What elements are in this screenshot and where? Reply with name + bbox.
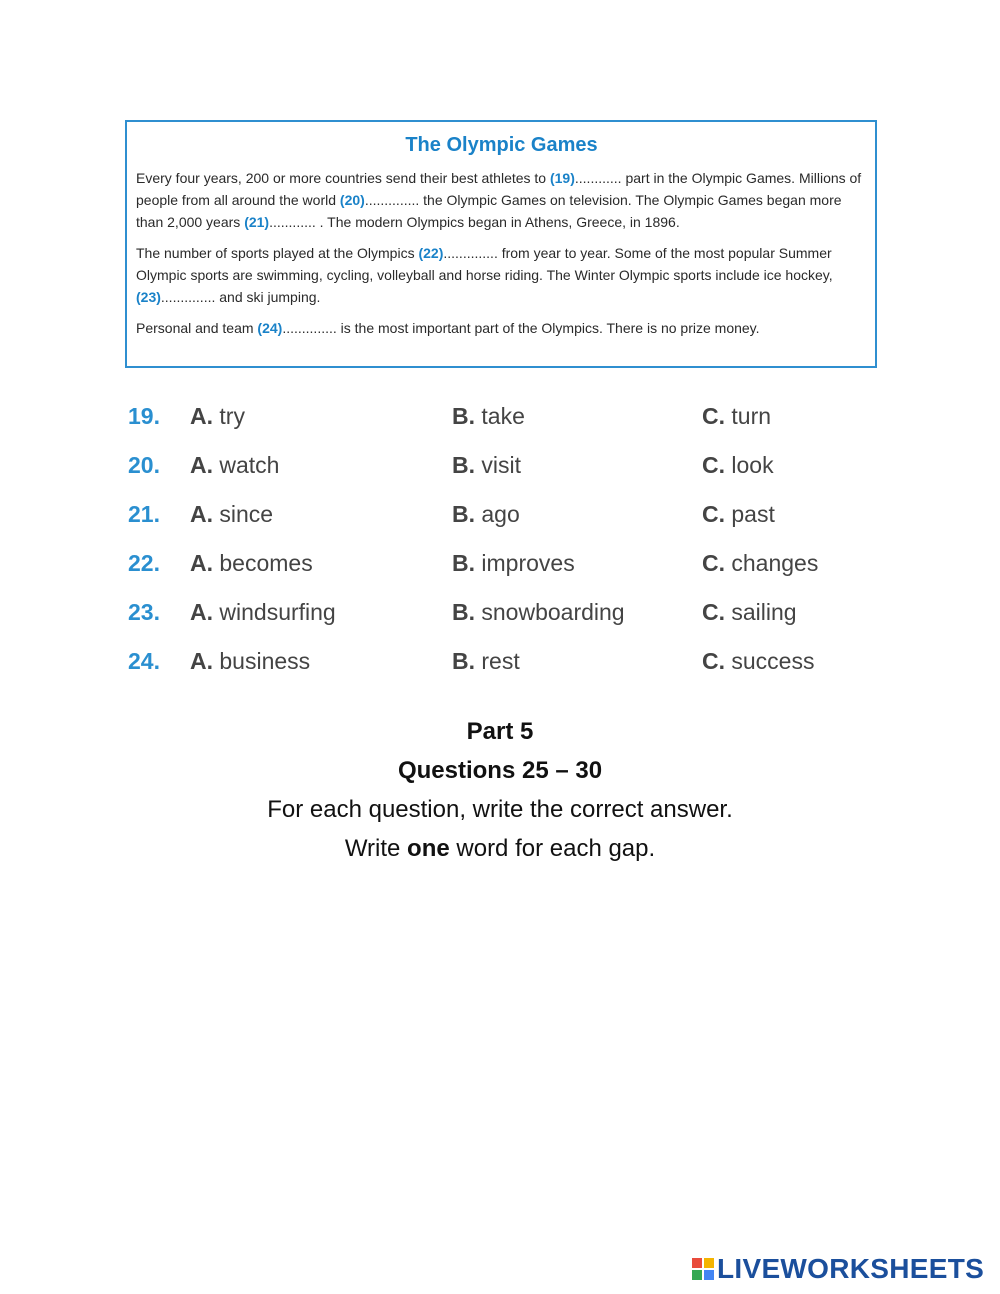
gap-22: (22) <box>418 245 444 261</box>
option-c[interactable]: C. look <box>702 452 774 478</box>
question-number: 24. <box>128 648 160 674</box>
question-number: 21. <box>128 501 160 527</box>
option-b[interactable]: B. visit <box>452 452 522 478</box>
option-c[interactable]: C. sailing <box>702 599 797 625</box>
option-c[interactable]: C. turn <box>702 403 772 429</box>
question-number: 22. <box>128 550 160 576</box>
option-b[interactable]: B. snowboarding <box>452 599 625 625</box>
option-a[interactable]: A. watch <box>190 452 280 478</box>
question-number: 19. <box>128 403 160 429</box>
liveworksheets-logo <box>692 1252 984 1286</box>
gap-19: (19) <box>549 170 575 186</box>
question-row-21 <box>0 501 1000 537</box>
write-instruction: Write one word for each gap. <box>344 835 656 862</box>
question-row-19 <box>0 403 1000 439</box>
option-c[interactable]: C. success <box>702 648 815 674</box>
gap-20: (20) <box>339 192 365 208</box>
option-a[interactable]: A. windsurfing <box>190 599 336 625</box>
question-row-20 <box>0 452 1000 488</box>
passage-paragraph-3: Personal and team (24).............. is the most important part of the Olympics. There is no prize money. <box>136 320 760 336</box>
passage-title: The Olympic Games <box>405 134 598 156</box>
reading-passage-box <box>125 120 877 368</box>
logo-blocks-icon <box>692 1258 714 1280</box>
option-a[interactable]: A. try <box>190 403 245 429</box>
question-number: 20. <box>128 452 160 478</box>
question-row-23 <box>0 599 1000 635</box>
question-row-24 <box>0 648 1000 684</box>
option-b[interactable]: B. ago <box>452 501 520 527</box>
option-c[interactable]: C. changes <box>702 550 819 576</box>
option-b[interactable]: B. improves <box>452 550 575 576</box>
instruction-line: For each question, write the correct answer. <box>267 796 733 823</box>
option-a[interactable]: A. business <box>190 648 311 674</box>
passage-paragraph-2: The number of sports played at the Olympics (22).............. from year to year. Some of the most popular Summer Olympic sports are swimming, cycling, volleyball and horse riding. The Winter Olympic sports include ice hockey, (23).............. and ski jumping. <box>136 245 833 305</box>
option-b[interactable]: B. take <box>452 403 525 429</box>
option-b[interactable]: B. rest <box>452 648 520 674</box>
part5-instructions <box>0 712 1000 868</box>
part-heading: Part 5 <box>466 718 534 745</box>
passage-paragraph-1: Every four years, 200 or more countries send their best athletes to (19)............ part in the Olympic Games. Millions of people from all around the world (20).............. the Olympic Games on television. The Olympic Games began more than 2,000 years (21)............ . The modern Olympics began in Athens, Greece, in 1896. <box>136 170 862 230</box>
question-number: 23. <box>128 599 160 625</box>
option-c[interactable]: C. past <box>702 501 775 527</box>
option-a[interactable]: A. becomes <box>190 550 313 576</box>
option-a[interactable]: A. since <box>190 501 274 527</box>
logo-text: LIVEWORKSHEETS <box>717 1253 985 1284</box>
question-row-22 <box>0 550 1000 586</box>
gap-21: (21) <box>244 214 270 230</box>
questions-range: Questions 25 – 30 <box>397 757 603 784</box>
gap-24: (24) <box>257 320 283 336</box>
gap-23: (23) <box>136 289 161 305</box>
